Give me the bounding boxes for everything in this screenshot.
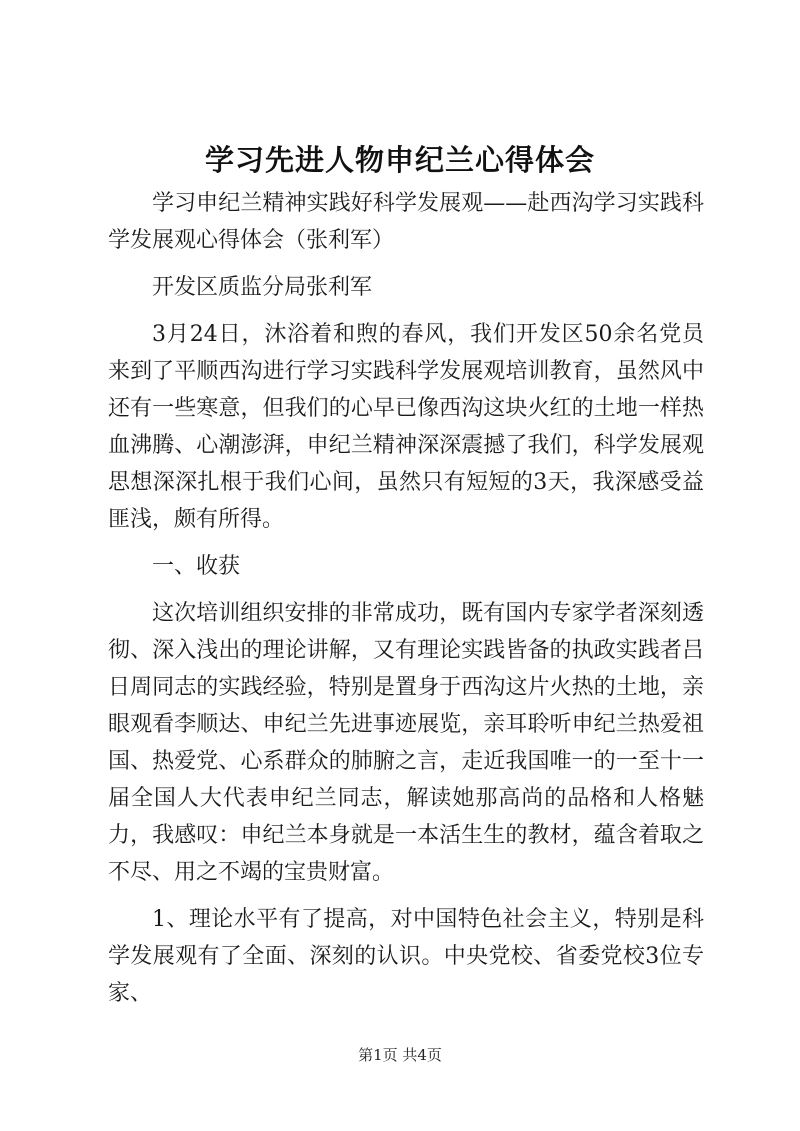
author-line: 开发区质监分局张利军 <box>152 275 373 300</box>
body-paragraph: 1、理论水平有了提高，对中国特色社会主义，特别是科学发展观有了全面、深刻的认识。中央党校、省委党校3位专家、 <box>108 907 704 1006</box>
subtitle-paragraph: 学习申纪兰精神实践好科学发展观——赴西沟学习实践科学发展观心得体会（张利军） <box>108 191 704 253</box>
document-title: 学习先进人物申纪兰心得体会 <box>204 143 595 177</box>
intro-paragraph: 3月24日，沐浴着和煦的春风，我们开发区50余名党员来到了平顺西沟进行学习实践科学发展观培训教育，虽然风中还有一些寒意，但我们的心早已像西沟这块火红的土地一样热血沸腾、心潮澎湃，申纪兰精神深深震撼了我们，科学发展观思想深深扎根于我们心间，虽然只有短短的3天，我深感受益匪浅，颇有所得。 <box>108 322 704 532</box>
document-body <box>108 185 704 1022</box>
section-heading: 一、收获 <box>152 554 241 579</box>
body-paragraph: 这次培训组织安排的非常成功，既有国内专家学者深刻透彻、深入浅出的理论讲解，又有理论实践皆备的执政实践者吕日周同志的实践经验，特别是置身于西沟这片火热的土地，亲眼观看李顺达、申纪兰先进事迹展览，亲耳聆听申纪兰热爱祖国、热爱党、心系群众的肺腑之言，走近我国唯一的一至十一届全国人大代表申纪兰同志，解读她那高尚的品格和人格魅力，我感叹：申纪兰本身就是一本活生生的教材，蕴含着取之不尽、用之不竭的宝贵财富。 <box>108 601 704 885</box>
page-footer: 第1页 共4页 <box>358 1046 442 1064</box>
